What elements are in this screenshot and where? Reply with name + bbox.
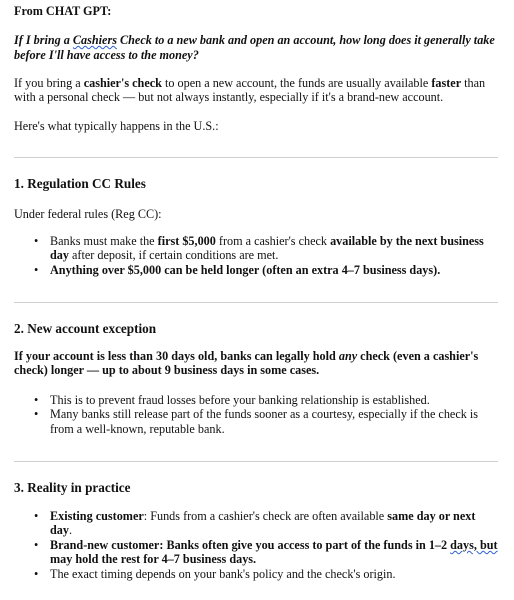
- divider: [14, 461, 498, 462]
- text-run: than with a personal check — but not always instantly, especially if it's a brand-new account.: [14, 76, 486, 105]
- list-item: [14, 538, 500, 567]
- intro-paragraph: [14, 76, 500, 105]
- text-run: to open a new account, the funds are usually available: [161, 76, 432, 90]
- list-item: [14, 263, 500, 277]
- section2-lead: [14, 349, 500, 378]
- text-run: from a cashier's check: [215, 234, 331, 248]
- text-run: The exact timing depends on your bank's policy and the check's origin.: [50, 566, 396, 581]
- text-run: any: [338, 349, 358, 363]
- text-run: .: [68, 523, 73, 538]
- list-item: [14, 234, 500, 263]
- divider: [14, 157, 498, 158]
- bullet-icon: •: [34, 234, 39, 248]
- text-run: If your account is less than 30 days old, banks can legally hold: [14, 349, 339, 363]
- section1-lead: Under federal rules (Reg CC):: [14, 207, 162, 221]
- text-run: first $5,000: [157, 234, 216, 248]
- bullet-icon: •: [34, 393, 39, 407]
- bullet-icon: •: [34, 509, 39, 523]
- spelling-flagged-word: Cashiers: [72, 33, 117, 47]
- text-run: Brand-new customer: Banks often give you access to part of the funds in 1–2: [50, 537, 451, 552]
- text-run: may hold the rest for 4–7 business days.: [50, 552, 257, 567]
- question: If I bring a Cashiers Check to a new bank and open an account, how long does it generally take before I'll have access to the money?: [14, 33, 495, 62]
- text-run: If you bring a: [14, 76, 84, 90]
- text-run: Existing customer: [50, 509, 144, 523]
- text-run: Banks must make the: [50, 234, 158, 248]
- text-run: This is to prevent fraud losses before your banking relationship is established.: [50, 393, 430, 407]
- section2-heading: 2. New account exception: [14, 321, 157, 336]
- section1-list: [14, 234, 500, 277]
- section3-heading: 3. Reality in practice: [14, 480, 131, 495]
- section3-list: [14, 509, 500, 581]
- bullet-icon: •: [34, 262, 39, 277]
- list-item: [14, 393, 500, 407]
- bullet-icon: •: [34, 537, 39, 552]
- list-item: [14, 567, 500, 581]
- text-run: Many banks still release part of the funds sooner as a courtesy, especially if the check is from a well-known, reputable bank.: [50, 407, 479, 436]
- text-run: faster: [431, 76, 462, 90]
- bullet-icon: •: [34, 407, 39, 422]
- list-item: [14, 407, 500, 436]
- text-run: cashier's check: [83, 76, 162, 90]
- text-run: available by the next business day: [50, 234, 484, 263]
- text-run: check (even a cashier's check) longer — up to about 9 business days in some cases.: [14, 349, 479, 378]
- source-label: From CHAT GPT:: [14, 4, 112, 18]
- bullet-icon: •: [34, 566, 39, 581]
- section2-list: [14, 393, 500, 436]
- text-run: same day or next day: [50, 509, 476, 538]
- spelling-flagged-text: days, but: [450, 537, 498, 552]
- list-item: [14, 509, 500, 538]
- text-run: : Funds from a cashier's check are often available: [143, 509, 388, 523]
- text-run: Anything over $5,000 can be held longer (often an extra 4–7 business days).: [50, 262, 441, 277]
- intro-lead: Here's what typically happens in the U.S.:: [14, 119, 219, 133]
- text-run: after deposit, if certain conditions are met.: [68, 248, 279, 263]
- divider: [14, 302, 498, 303]
- section1-heading: 1. Regulation CC Rules: [14, 176, 146, 191]
